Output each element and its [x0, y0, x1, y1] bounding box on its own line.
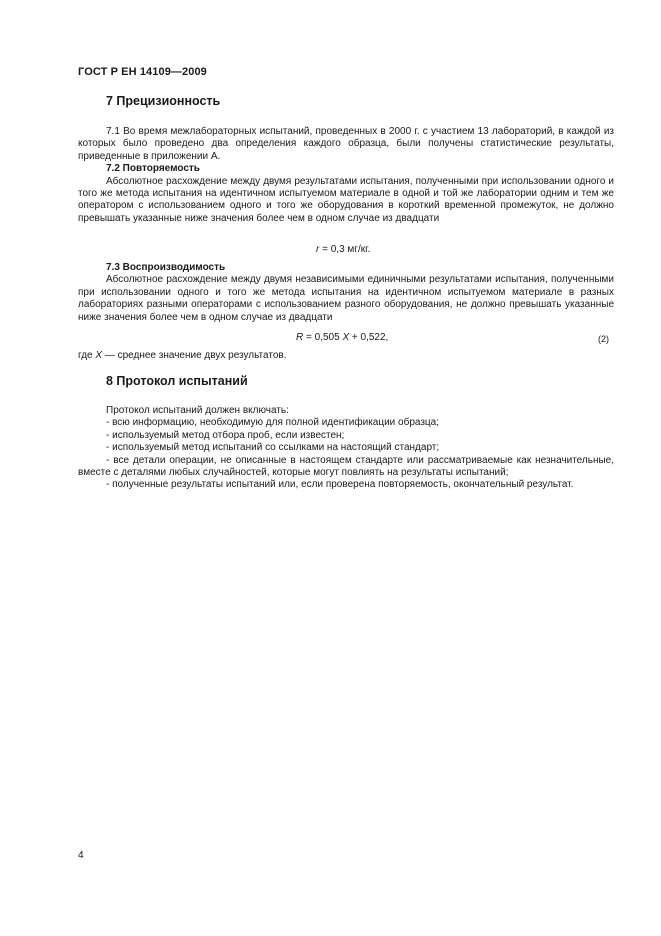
standard-header: ГОСТ Р ЕН 14109—2009: [78, 66, 207, 78]
page-number: 4: [78, 850, 84, 861]
paragraph-7-3-text: Абсолютное расхождение между двумя независимыми единичными результатами испытания, полученными при использовании одного и того же метода испытания на идентичном испытуемом материале в разных лабораториях разными операторами с использованием разного оборудования, не должно превышать указанные ниже значения более чем в одном случае из двадцати: [78, 274, 614, 323]
formula-R-x: X: [342, 332, 350, 343]
formula-r-value: = 0,3 мг/кг.: [319, 244, 371, 255]
subsection-7-3-title: 7.3 Воспроизводимость: [106, 262, 226, 273]
formula-repeatability: [316, 244, 370, 256]
formula-r-variable: r: [316, 244, 320, 255]
where-x: X: [95, 350, 103, 361]
where-prefix: где: [78, 350, 96, 361]
where-text: — среднее значение двух результатов.: [102, 350, 287, 361]
list-item: - полученные результаты испытаний или, если проверена повторяемость, окончательный результат.: [106, 479, 574, 491]
section-8-title: 8 Протокол испытаний: [106, 374, 248, 388]
list-item: - всю информацию, необходимую для полной идентификации образца;: [106, 417, 439, 429]
subsection-7-2-title: 7.2 Повторяемость: [106, 163, 200, 175]
formula-R-coef: = 0,505: [303, 332, 343, 343]
section-7-title: 7 Прецизионность: [106, 94, 221, 108]
formula-reproducibility: [296, 332, 388, 344]
list-item: - все детали операции, не описанные в настоящем стандарте или рассматриваемые как незначительные, вместе с деталями любых случайностей, которые могут повлиять на результаты испытаний;: [78, 454, 614, 479]
paragraph-7-1: [78, 126, 614, 225]
paragraph-7-1-text: 7.1 Во время межлабораторных испытаний, проведенных в 2000 г. с участием 13 лабораторий, в каждой из которых было проведено два определения каждого образца, были получены статистические результаты, приведенные в приложении А.: [78, 126, 614, 162]
equation-number: (2): [598, 334, 609, 344]
list-item: - используемый метод испытаний со ссылками на настоящий стандарт;: [106, 442, 440, 454]
protocol-list: [78, 405, 614, 492]
formula-R-const: + 0,522,: [349, 332, 389, 343]
where-line: [78, 350, 614, 362]
protocol-intro: Протокол испытаний должен включать:: [106, 405, 289, 416]
paragraph-7-3: [78, 262, 614, 324]
formula-R-variable: R: [296, 332, 304, 343]
list-item: - используемый метод отбора проб, если известен;: [106, 429, 345, 441]
paragraph-7-2-text: Абсолютное расхождение между двумя результатами испытания, полученными при использовании одного и того же метода испытания на идентичном испытуемом материале в одной и той же лаборатории одним и тем же оператором с использованием одного и того же оборудования в короткий временной промежуток, не должно превышать указанные ниже значения более чем в одном случае из двадцати: [78, 175, 614, 224]
